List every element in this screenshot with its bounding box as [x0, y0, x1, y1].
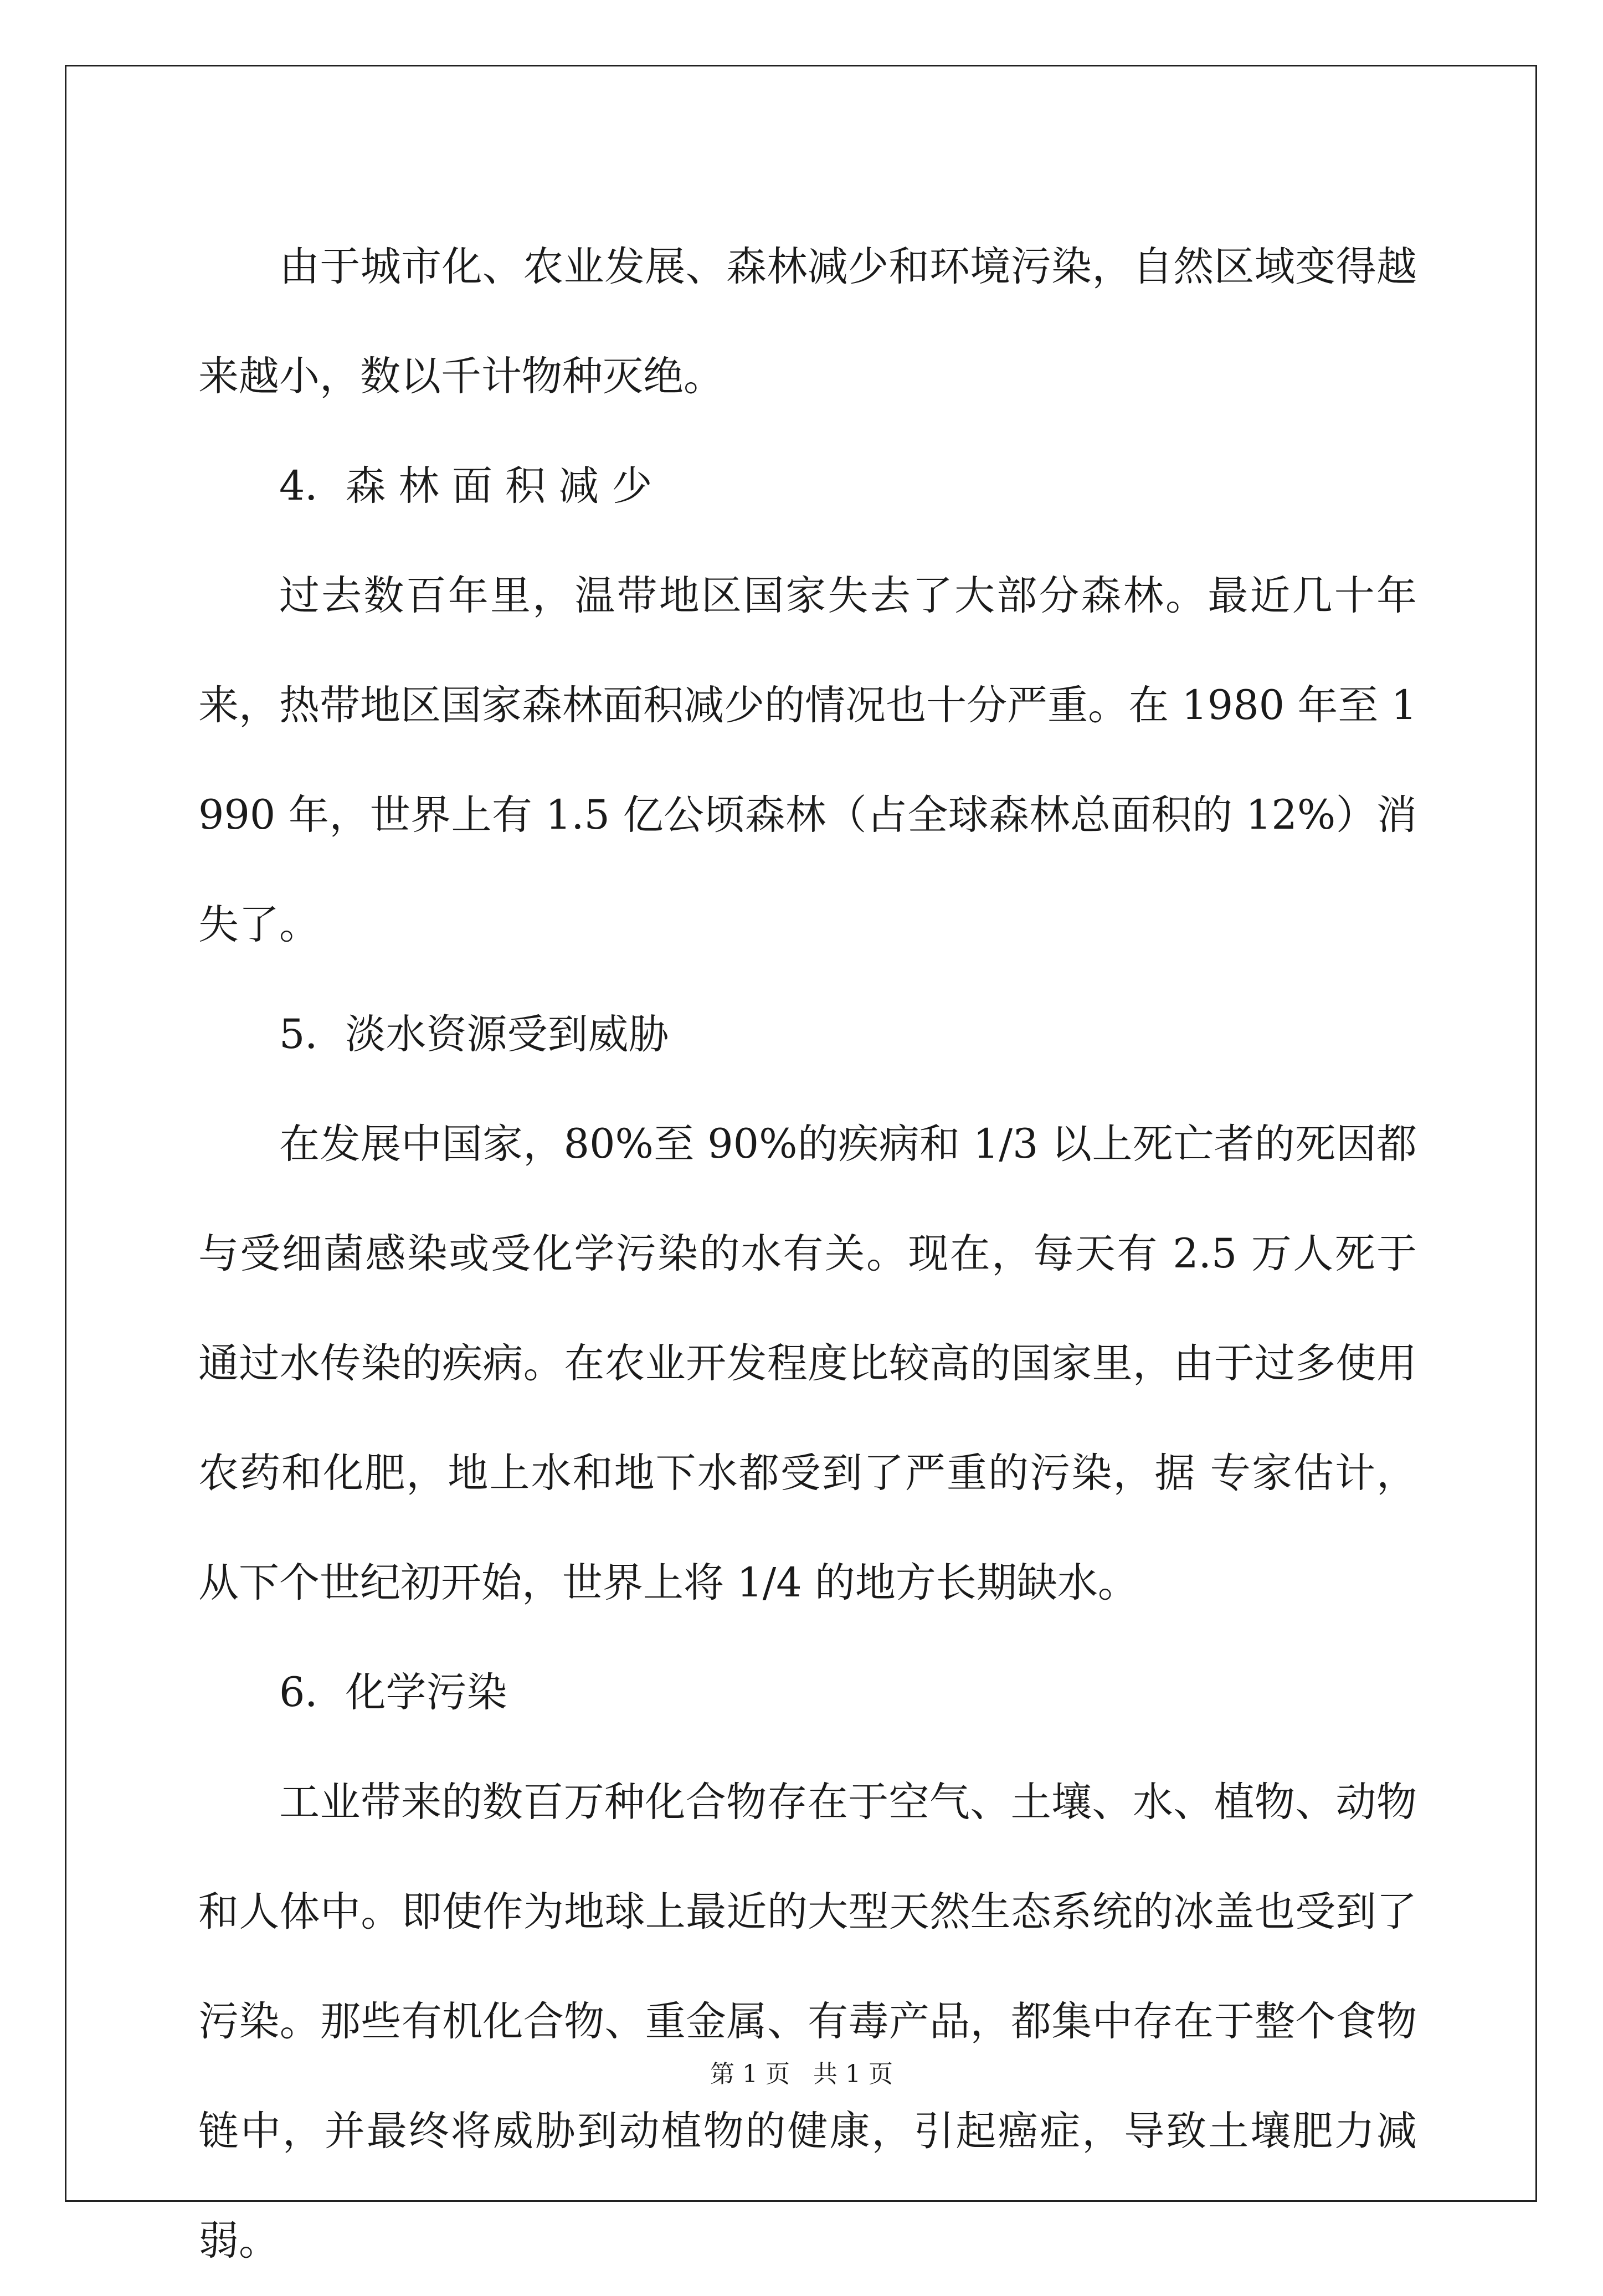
heading-chemical-pollution: 6．化学污染	[279, 1669, 507, 1716]
paragraph-extinction: 由于城市化、农业发展、森林减少和环境污染，自然区域变得越来越小，数以千计物种灭绝。	[198, 243, 1417, 400]
page-number: 第 1 页 共 1 页	[710, 2060, 893, 2088]
paragraph-forest-loss: 过去数百年里，温带地区国家失去了大部分森林。最近几十年来，热带地区国家森林面积减少的情况也十分严重。在 1980 年至 1990 年，世界上有 1.5 亿公顷森林（占全球森林总面积的 12%）消失了。	[198, 572, 1417, 948]
heading-forest-loss: 4．森 林 面 积 减 少	[279, 463, 652, 510]
page-footer	[0, 2058, 1603, 2091]
document-body	[198, 212, 1417, 2296]
paragraph-chemical-pollution: 工业带来的数百万种化合物存在于空气、土壤、水、植物、动物和人体中。即使作为地球上最近的大型天然生态系统的冰盖也受到了污染。那些有机化合物、重金属、有毒产品，都集中存在于整个食物链中，并最终将威胁到动植物的健康，引起癌症，导致土壤肥力减弱。	[198, 1779, 1417, 2264]
paragraph-freshwater: 在发展中国家，80%至 90%的疾病和 1/3 以上死亡者的死因都与受细菌感染或受化学污染的水有关。现在，每天有 2.5 万人死于通过水传染的疾病。在农业开发程度比较高的国家里，由于过多使用农药和化肥，地上水和地下水都受到了严重的污染，据 专家估计，从下个世纪初开始，世界上将 1/4 的地方长期缺水。	[198, 1121, 1417, 1606]
heading-freshwater: 5．淡水资源受到威胁	[279, 1011, 669, 1058]
